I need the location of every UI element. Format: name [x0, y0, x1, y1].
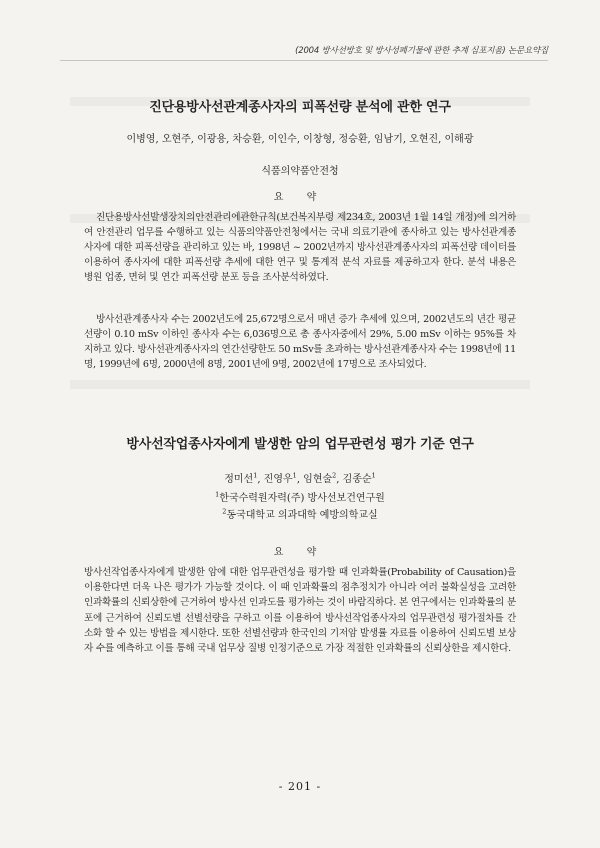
header-rule — [60, 60, 548, 61]
paper1-abstract-heading: 요 약 — [273, 192, 327, 203]
paper1-paragraph-2: 방사선관계종사자 수는 2002년도에 25,672명으로서 매년 증가 추세에 있으며, 2002년도의 년간 평균선량이 0.10 mSv 이하인 종사자 수는 6,036명으로 총 종사자중에서 29%, 5.00 mSv 이하는 95%를 차지하고 있다. 방사선관계종사자의 연간선량한도 50 mSv를 초과하는 방사선관계종사자 수는 1998년에 11명, 1999년에 6명, 2000년에 8명, 2001년에 9명, 2002년에 17명으로 조사되었다. — [84, 314, 516, 370]
running-header: (2004 방사선방호 및 방사성폐기물에 관한 추계 심포지움) 논문요약집 — [295, 46, 548, 56]
paper2-abstract-heading: 요 약 — [273, 547, 327, 558]
paper1-authors: 이병영, 오현주, 이광용, 차승환, 이인수, 이창형, 정승환, 임남기, 오현진, 이해광 — [126, 134, 474, 145]
paper2-author-3: 임현술$^2$ — [303, 471, 337, 485]
paper2-author-1: 정미선$^1$ — [224, 471, 258, 485]
paper2-author-4: 김종순$^1$ — [342, 471, 376, 485]
paper1-title: 진단용방사선관계종사자의 피폭선량 분석에 관한 연구 — [149, 100, 451, 115]
paper1-paragraph-1: 진단용방사선발생장치의안전관리에관한규칙(보건복지부령 제234호, 2003년 1월 14일 개정)에 의거하여 안전관리 업무를 수행하고 있는 식품의약품안전청에서는 국내 의료기관에 종사하고 있는 방사선관계종사자에 대한 피폭선량을 관리하고 있는 바, 1998년 ~ 2002년까지 방사선관계종사자의 피폭선량 데이터를 이용하여 종사자에 대한 피폭선량 추세에 대한 연구 및 통계적 분석 자료를 제공하고자 한다. 분석 내용은 병원 업종, 면허 및 연간 피폭선량 분포 등을 조사분석하였다. — [84, 212, 516, 283]
page-number: - 201 - — [278, 780, 322, 793]
paper2-authors: 정미선$^1$, 진영우$^1$, 임현술$^2$, 김종순$^1$ — [224, 471, 376, 485]
paper2-author-2: 진영우$^1$ — [263, 471, 297, 485]
paper2-paragraph: 방사선작업종사자에게 발생한 암에 대한 업무관련성을 평가할 때 인과확률(Probability of Causation)을 이용한다면 더욱 나은 평가가 가능할 것이다. 이 때 인과확률의 점추정치가 아니라 여러 불확실성을 고려한 인과확률의 신뢰상한에 근거하여 방사선 인과도를 평가하는 것이 바람직하다. 본 연구에서는 인과확률의 분포에 근거하여 신뢰도별 선별선량을 구하고 이를 이용하여 방사선작업종사자의 업무관련성 평가절차를 간소화 할 수 있는 방법을 제시한다. 또한 선별선량과 한국인의 기저암 발생률 자료를 이용하여 신뢰도별 보상자 수를 예측하고 이를 통해 국내 업무상 질병 인정기준으로 가장 적절한 인과확률의 신뢰상한을 제시한다. — [84, 567, 516, 655]
paper1-affiliation: 식품의약품안전청 — [261, 166, 339, 177]
paper2-affiliation-2: $^2$동국대학교 의과대학 예방의학교실 — [222, 507, 378, 521]
paper2-affiliation-1: $^1$한국수력원자력(주) 방사선보건연구원 — [215, 490, 385, 504]
scan-show-through — [70, 380, 530, 389]
paper2-title: 방사선작업종사자에게 발생한 암의 업무관련성 평가 기준 연구 — [126, 437, 474, 452]
